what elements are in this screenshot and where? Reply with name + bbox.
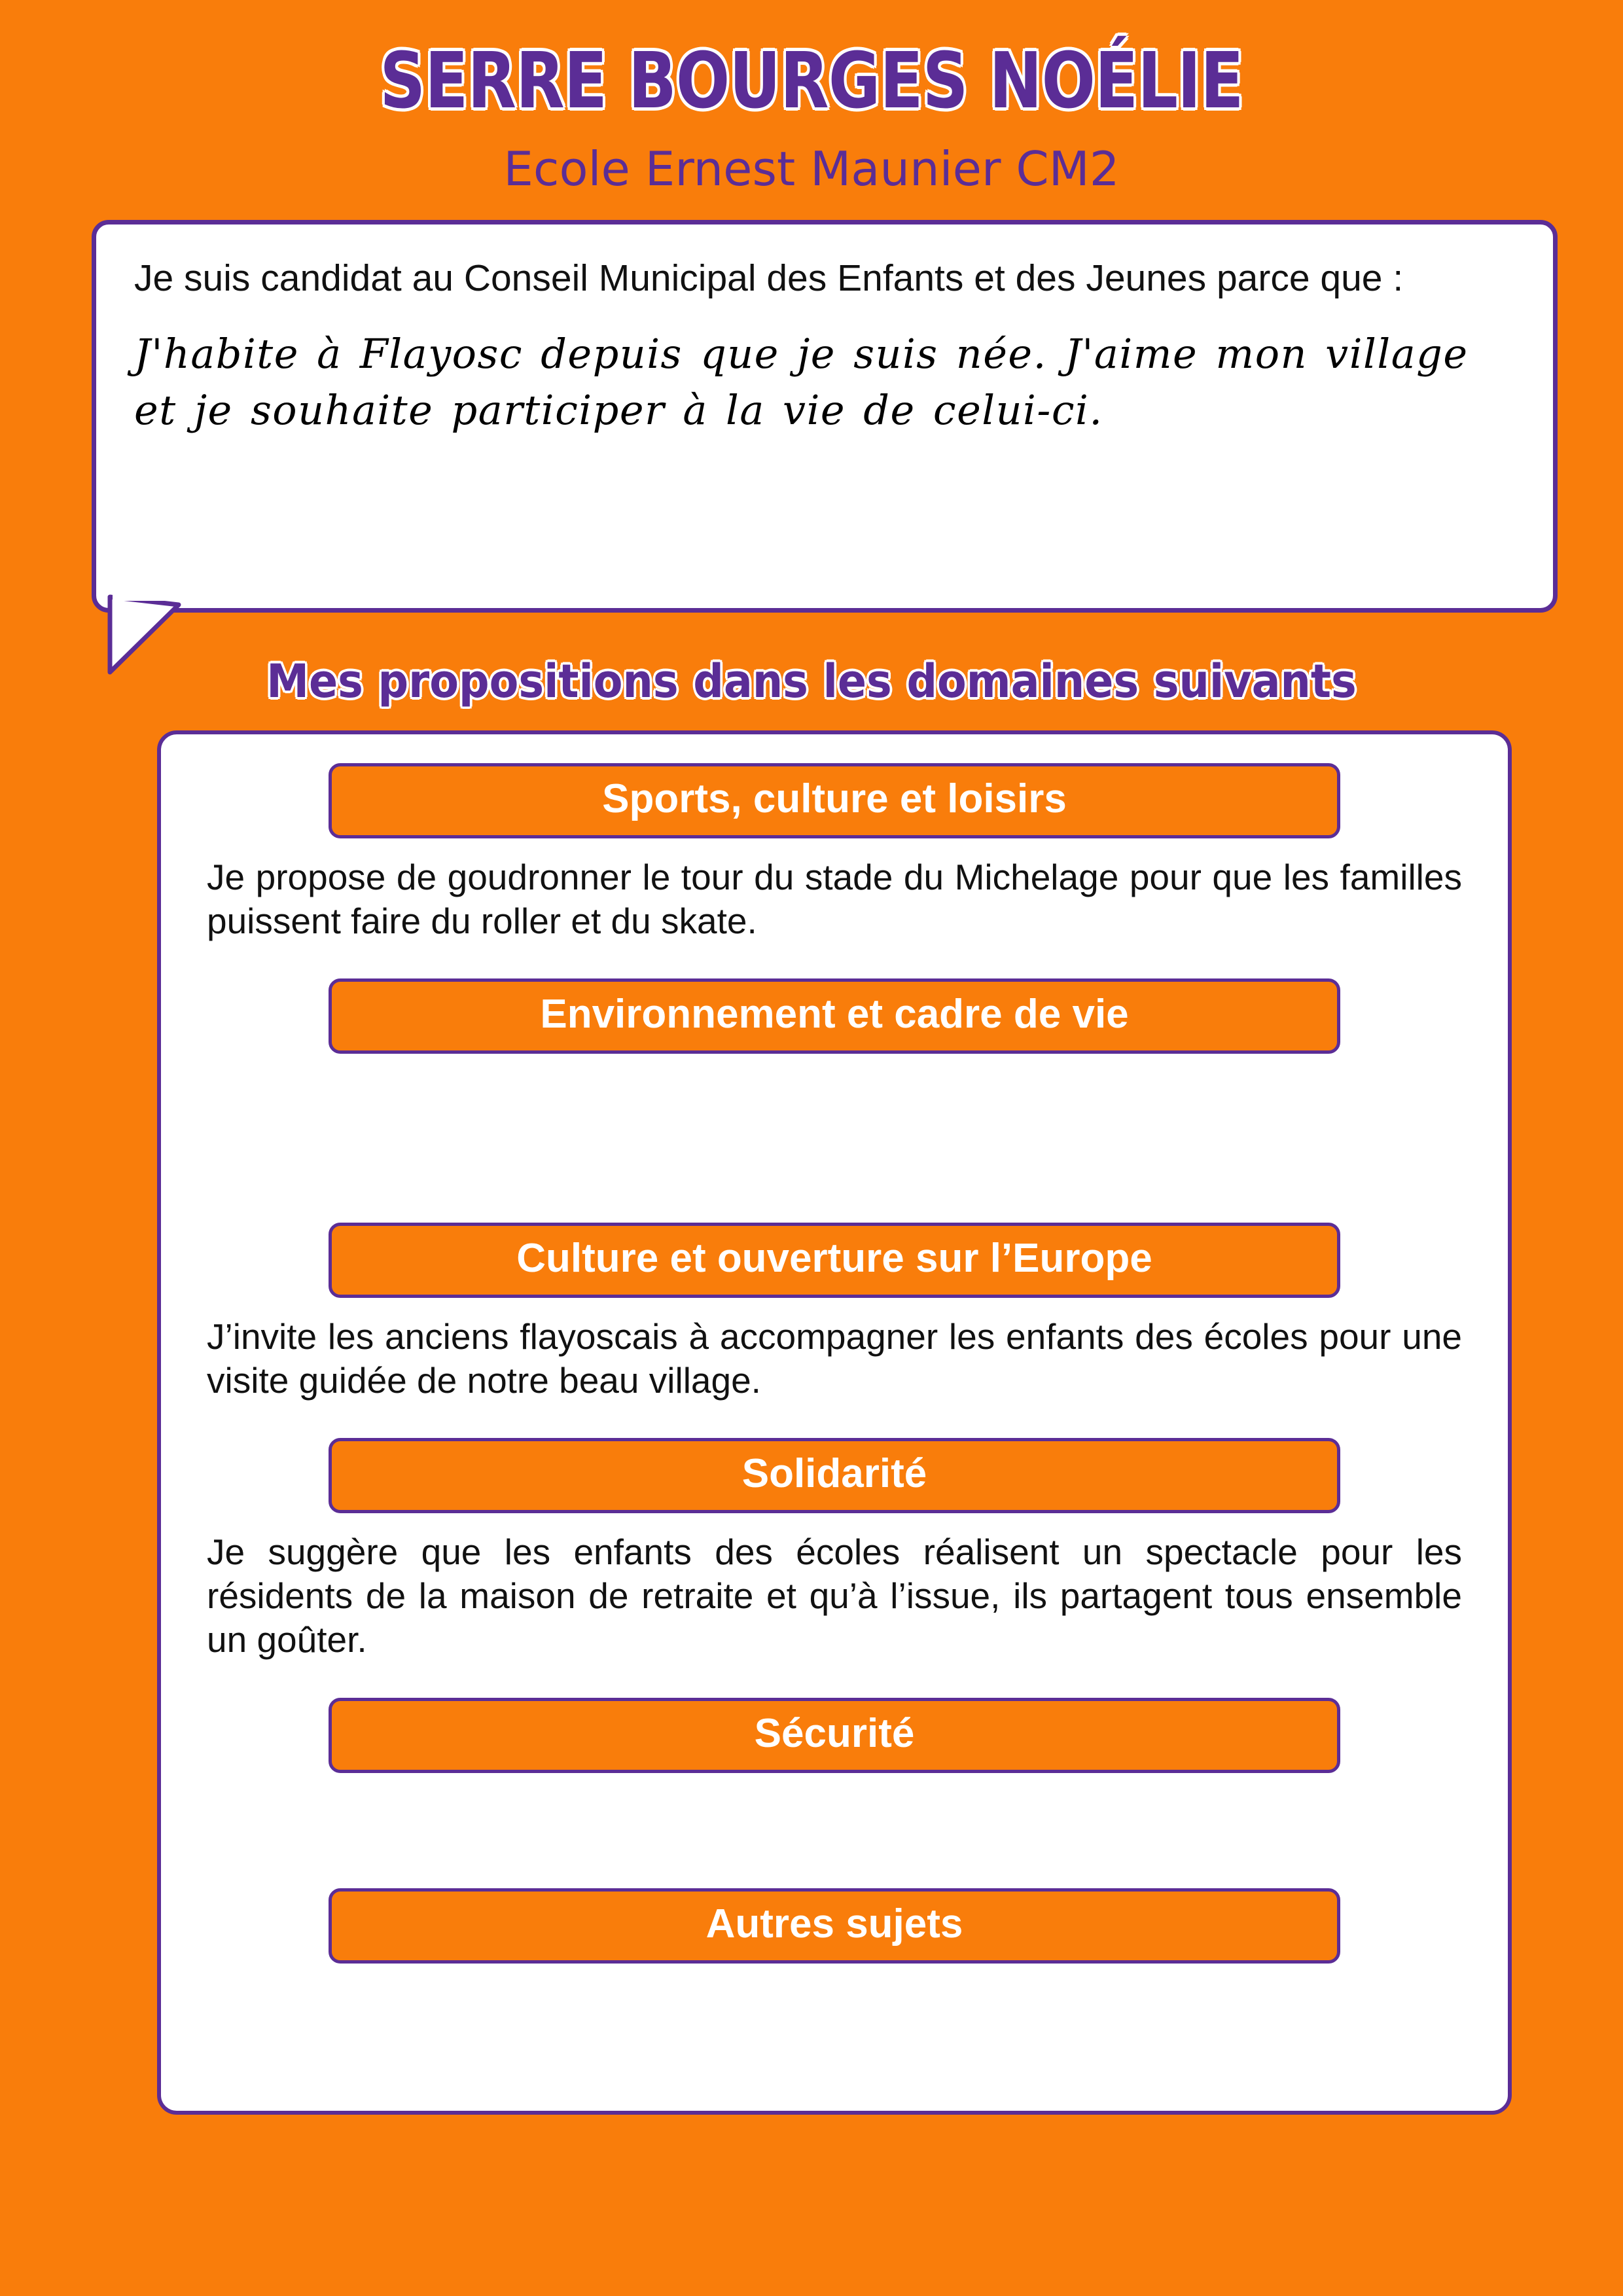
proposals-panel <box>157 730 1512 2115</box>
page-title: SERRE BOURGES NOÉLIE <box>380 35 1243 126</box>
proposal-block-environnement <box>204 978 1465 1223</box>
domain-label-sports: Sports, culture et loisirs <box>329 763 1340 838</box>
domain-label-solidarite: Solidarité <box>329 1438 1340 1513</box>
domain-label-culture-europe: Culture et ouverture sur l’Europe <box>329 1223 1340 1298</box>
speech-bubble <box>92 220 1558 613</box>
domain-label-environnement: Environnement et cadre de vie <box>329 978 1340 1054</box>
poster-header <box>0 0 1623 196</box>
proposal-block-autres <box>204 1888 1465 1964</box>
proposal-text-environnement <box>204 1071 1465 1223</box>
proposal-block-solidarite <box>204 1438 1465 1662</box>
proposal-text-culture-europe: J’invite les anciens flayoscais à accompagner les enfants des écoles pour une visite guidée de notre beau village. <box>207 1316 1462 1401</box>
proposal-text-solidarite: Je suggère que les enfants des écoles réalisent un spectacle pour les résidents de la maison de retraite et qu’à l’issue, ils partagent tous ensemble un goûter. <box>207 1532 1462 1660</box>
intro-statement: Je suis candidat au Conseil Municipal des Enfants et des Jeunes parce que : <box>134 257 1404 299</box>
domain-label-securite: Sécurité <box>329 1698 1340 1773</box>
proposal-block-securite <box>204 1698 1465 1888</box>
proposal-text-securite <box>204 1790 1465 1888</box>
school-subtitle: Ecole Ernest Maunier CM2 <box>503 141 1120 196</box>
proposal-block-sports <box>204 763 1465 943</box>
speech-bubble-container <box>92 220 1558 613</box>
proposal-block-culture-europe <box>204 1223 1465 1403</box>
section-title: Mes propositions dans les domaines suivants <box>266 654 1357 708</box>
domain-label-autres: Autres sujets <box>329 1888 1340 1964</box>
handwritten-reason: J'habite à Flayosc depuis que je suis née. J'aime mon village et je souhaite participer à la vie de celui-ci. <box>134 330 1469 434</box>
proposal-text-sports: Je propose de goudronner le tour du stade du Michelage pour que les familles puissent faire du roller et du skate. <box>207 856 1462 941</box>
